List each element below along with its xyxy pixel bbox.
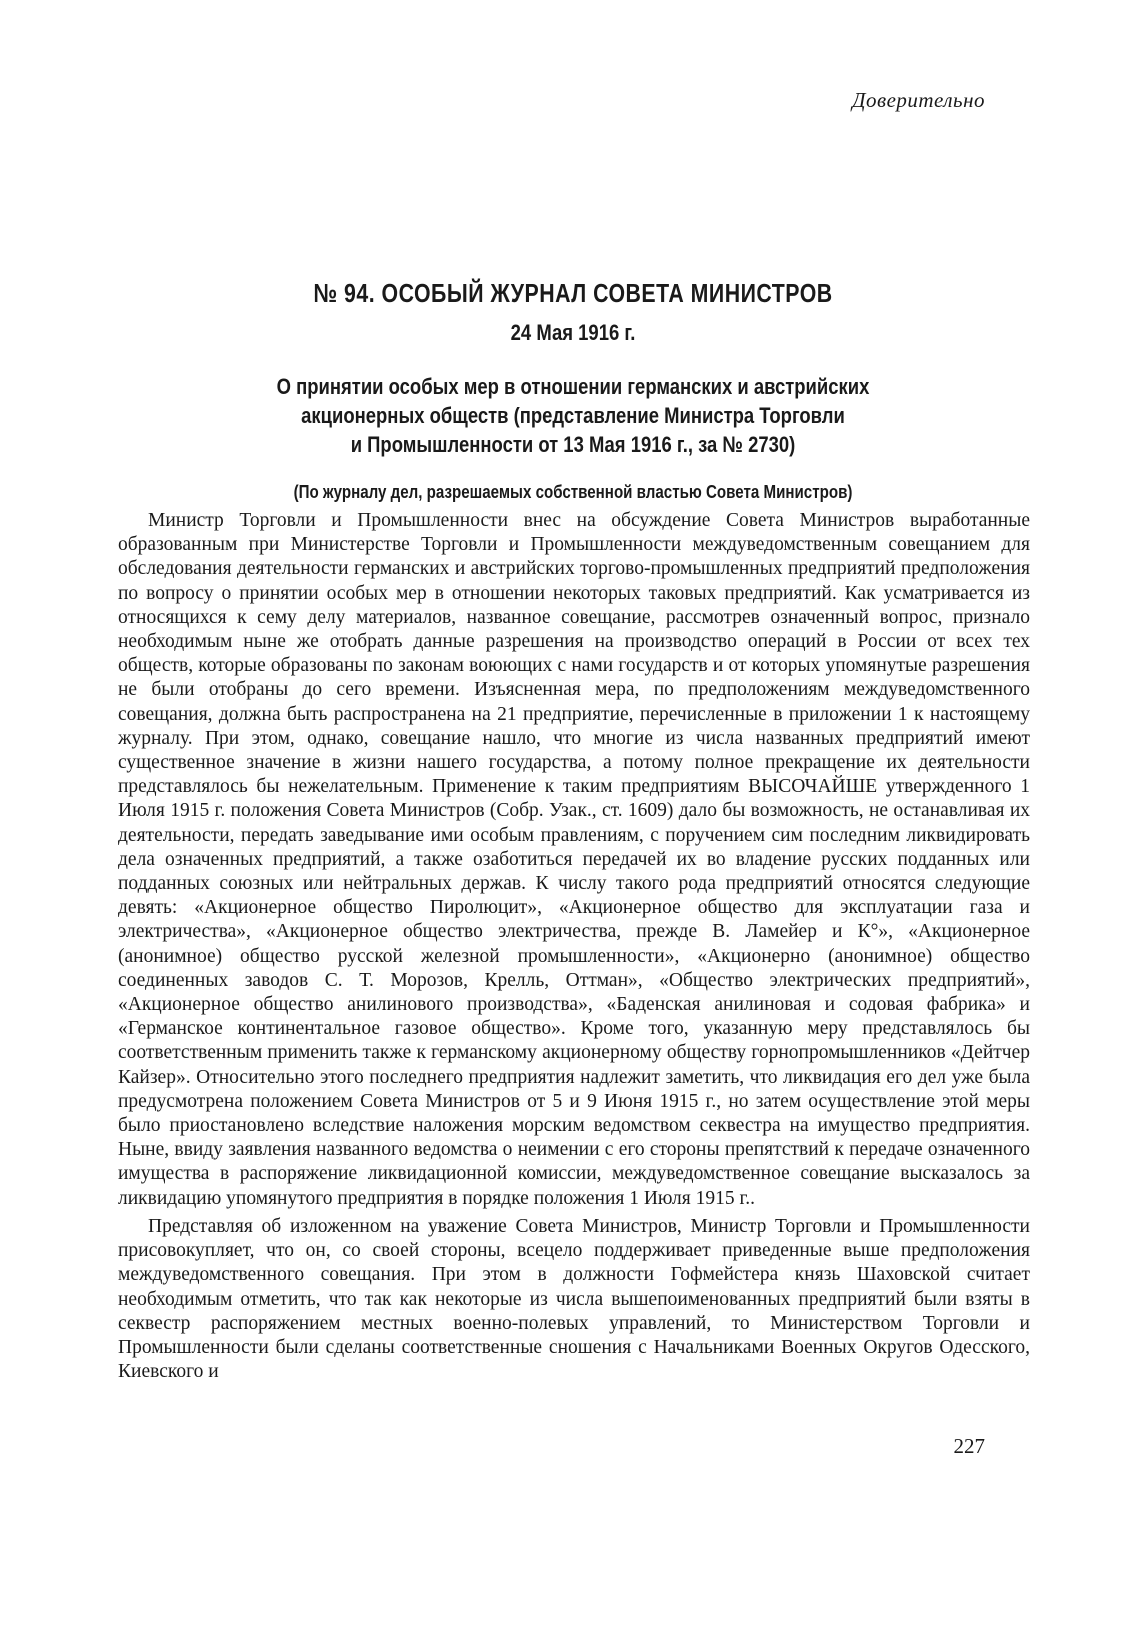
page-number: 227 [953,1434,985,1458]
confidential-stamp: Доверительно [852,88,985,112]
document-title: № 94. ОСОБЫЙ ЖУРНАЛ СОВЕТА МИНИСТРОВ [313,278,833,308]
body-paragraph: Министр Торговли и Промышленности внес на обсуждение Совета Министров выработанные образованным при Министерстве Торговли и Промышленности междуведомственным совещанием для обследования деятельности германских и австрийских торгово-промышленных предприятий предположения по вопросу о принятии особых мер в отношении некоторых таковых предприятий. Как усматривается из относящихся к сему делу материалов, названное совещание, рассмотрев означенный вопрос, признало необходимым ныне же отобрать данные разрешения на производство операций в России от всех тех обществ, которые образованы по законам воюющих с нами государств и от которых упомянутые разрешения не были отобраны до сего времени. Изъясненная мера, по предположениям междуведомственного совещания, должна быть распространена на 21 предприятие, перечисленные в приложении 1 к настоящему журналу. При этом, однако, совещание нашло, что многие из числа названных предприятий имеют существенное значение в жизни нашего государства, а потому полное прекращение их деятельности представлялось бы нежелательным. Применение к таким предприятиям ВЫСОЧАЙШЕ утвержденного 1 Июля 1915 г. положения Совета Министров (Собр. Узак., ст. 1609) дало бы возможность, не останавливая их деятельности, передать заведывание ими особым правлениям, с поручением сим последним ликвидировать дела означенных предприятий, а также озаботиться передачей их во владение русских подданных или подданных союзных или нейтральных держав. К числу такого рода предприятий относятся следующие девять: «Акционерное общество Пиролюцит», «Акционерное общество для эксплуатации газа и электричества», «Акционерное общество электричества, прежде В. Ламейер и К°», «Акционерное (анонимное) общество русской железной промышленности», «Акционерно (анонимное) общество соединенных заводов С. Т. Морозов, Крелль, Оттман», «Общество электрических предприятий», «Акционерное общество анилинового производства», «Баденская анилиновая и содовая фабрика» и «Германское континентальное газовое общество». Кроме того, указанную меру представлялось бы соответственным применить также к германскому акционерному обществу горнопромышленников «Дейтчер Кайзер». Относительно этого последнего предприятия надлежит заметить, что ликвидация его дел уже была предусмотрена положением Совета Министров от 5 и 9 Июня 1915 г., но затем осуществление этой меры было приостановлено вследствие наложения морским ведомством секвестра на имущество предприятия. Ныне, ввиду заявления названного ведомства о неимении с его стороны препятствий к передаче означенного имущества в распоряжение ликвидационной комиссии, междуведомственное совещание высказалось за ликвидацию упомянутого предприятия в порядке положения 1 Июля 1915 г.. [118,510,1030,1209]
document-subject [120,372,1026,459]
document-note: (По журналу дел, разрешаемых собственной властью Совета Министров) [293,482,853,502]
document-date: 24 Мая 1916 г. [510,320,636,345]
subject-line: акционерных обществ (представление Министра Торговли [301,403,845,428]
body-text [118,509,1030,1384]
body-paragraph: Представляя об изложенном на уважение Совета Министров, Министр Торговли и Промышленности присовокупляет, что он, со своей стороны, всецело поддерживает приведенные выше предположения междуведомственного совещания. При этом в должности Гофмейстера князь Шаховской считает необходимым отметить, что так как некоторые из числа вышепоименованных предприятий были взяты в секвестр распоряжением местных военно-полевых управлений, то Министерством Торговли и Промышленности были сделаны соответственные сношения с Начальниками Военных Округов Одесского, Киевского и [118,1215,1030,1383]
title-block [120,278,1026,503]
subject-line: О принятии особых мер в отношении германских и австрийских [276,374,870,399]
subject-line: и Промышленности от 13 Мая 1916 г., за № 2730) [350,432,796,457]
